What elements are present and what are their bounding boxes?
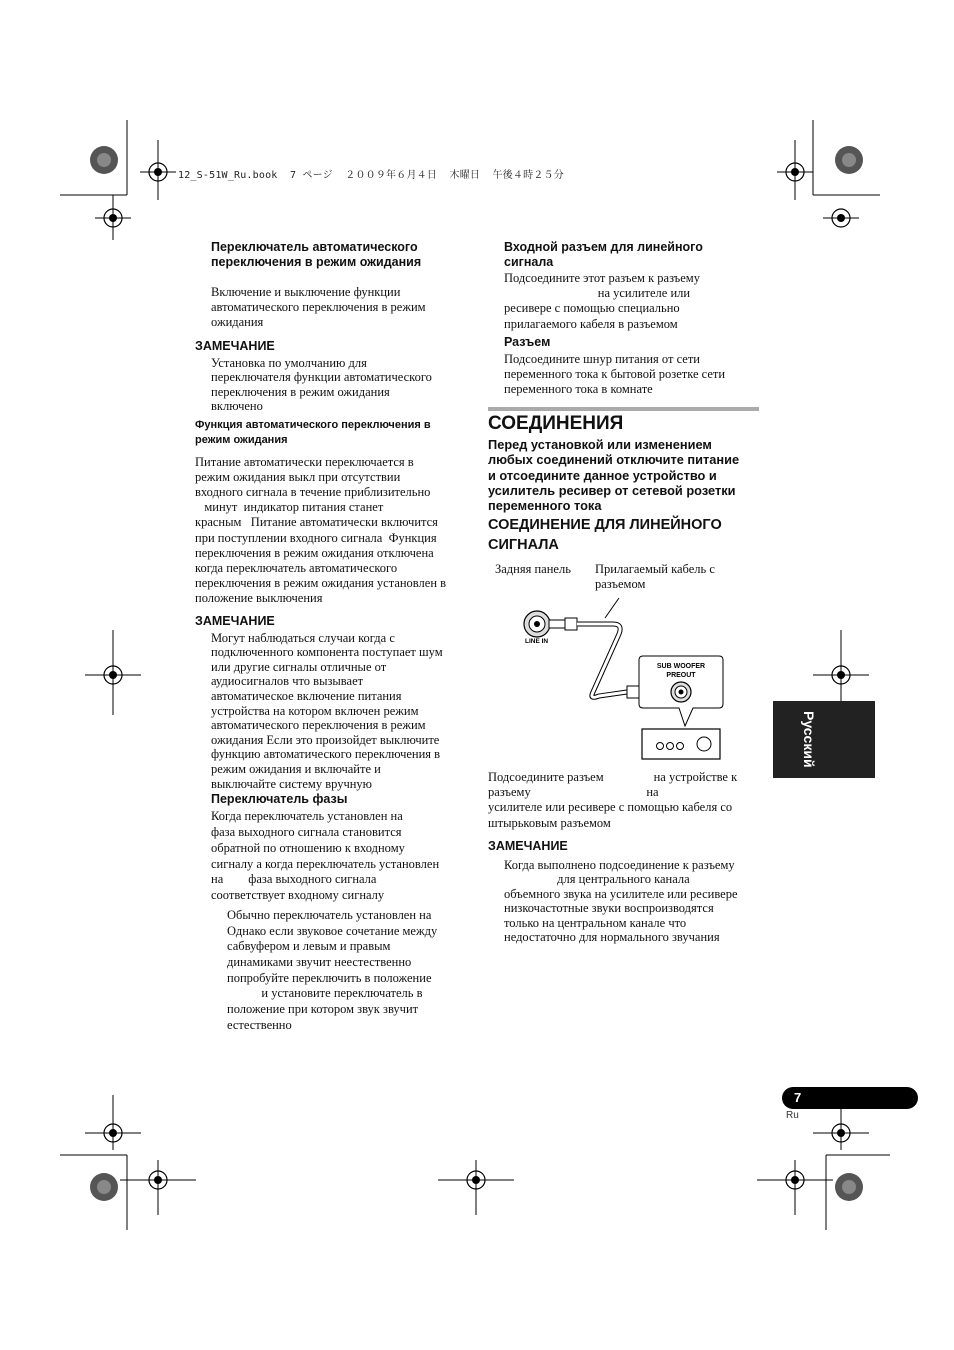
page-language: Ru	[786, 1110, 799, 1121]
section-rule	[488, 407, 759, 411]
warning-text: Перед установкой или изменением любых соединений отключите питание и отсоедините данное устройство и усилитель ресивер от сетевой розетки переменного тока	[488, 437, 740, 514]
function-body: Питание автоматически переключается в режим ожидания выкл при отсутствии входного сигнала в течение приблизительно минут индикатор питания станет красным Питание автоматически включится при поступлении входного сигнала Функция переключения в режим ожидания отключена когда переключатель автоматического переключения в режим ожидания установлен в положение выключения	[195, 454, 447, 606]
note-body-3: Когда выполнено подсоединение к разъему для центрального канала объемного звука на усилителе или ресивере низкочастотные звуки воспроизводятся только на центральном канале что недостаточно для нормального звучания	[504, 858, 738, 945]
connect-body: Подсоедините разъем на устройстве к разъему на усилителе или ресивере с помощью кабеля со штырьковым разъемом	[488, 770, 738, 830]
socket-title: Разъем	[504, 334, 551, 349]
language-tab-label: Русский	[801, 711, 817, 768]
right-column	[488, 240, 760, 397]
function-title: Функция автоматического переключения в режим ожидания	[195, 418, 431, 446]
input-jack-body: Подсоедините этот разъем к разъему на усилителе или ресивере с помощью специально прилагаемого кабеля в разъемом	[504, 271, 700, 331]
section-title: СОЕДИНЕНИЯ	[488, 413, 624, 434]
book-header: 12_S-51W_Ru.book 7 ページ ２００９年６月４日 木曜日 午後４時２５分	[178, 170, 564, 181]
phase-title: Переключатель фазы	[211, 792, 348, 807]
connection-diagram	[515, 596, 735, 766]
preout-label-2: PREOUT	[666, 672, 696, 679]
leader-line	[605, 598, 619, 618]
auto-standby-body: Включение и выключение функции автоматического переключения в режим ожидания	[211, 285, 426, 330]
page-number: 7	[794, 1090, 802, 1105]
auto-standby-title: Переключатель автоматического переключения в режим ожидания	[211, 240, 422, 269]
phase-body: Когда переключатель установлен на фаза выходного сигнала становится обратной по отношению к входному сигналу а когда переключатель установлен на фаза выходного сигнала соответствует входному сигналу	[211, 809, 440, 903]
preout-label-1: SUB WOOFER	[656, 663, 706, 670]
subsection-title: СОЕДИНЕНИЕ ДЛЯ ЛИНЕЙНОГО СИГНАЛА	[488, 517, 722, 553]
page-number-badge	[782, 1087, 918, 1109]
language-tab	[773, 701, 875, 778]
left-column	[195, 240, 470, 1034]
amplifier-icon	[642, 729, 720, 759]
note-title-3: ЗАМЕЧАНИЕ	[488, 839, 568, 853]
diagram-label-cable: Прилагаемый кабель с разъемом	[595, 562, 715, 592]
note-body-1: Установка по умолчанию для переключателя функции автоматического переключения в режим ожидания включено	[211, 355, 432, 414]
line-in-label: LINE IN	[525, 638, 549, 645]
note-title-1: ЗАМЕЧАНИЕ	[195, 338, 275, 353]
diagram-label-rear: Задняя панель	[495, 562, 571, 576]
phase-indent-body: Обычно переключатель установлен на Однако если звуковое сочетание между сабвуфером и левым и правым динамиками звучит неестественно попробуйте переключить в положение и установите переключатель в положение при котором звук звучит естественно	[227, 907, 438, 1032]
input-jack-title: Входной разъем для линейного сигнала	[504, 240, 703, 269]
note-body-2: Могут наблюдаться случаи когда с подключенного компонента поступает шум или другие сигналы отличные от аудиосигналов что вызывает автоматическое включение питания устройства на котором включен режим автоматического переключения в режим ожидания Если это произойдет выключите функцию автоматического переключения в режим ожидания и включайте и выключайте систему вручную	[211, 630, 443, 791]
socket-body: Подсоедините шнур питания от сети переменного тока к бытовой розетке сети переменного тока в комнате	[504, 351, 726, 397]
line-in-jack	[524, 611, 550, 637]
note-title-2: ЗАМЕЧАНИЕ	[195, 613, 275, 628]
